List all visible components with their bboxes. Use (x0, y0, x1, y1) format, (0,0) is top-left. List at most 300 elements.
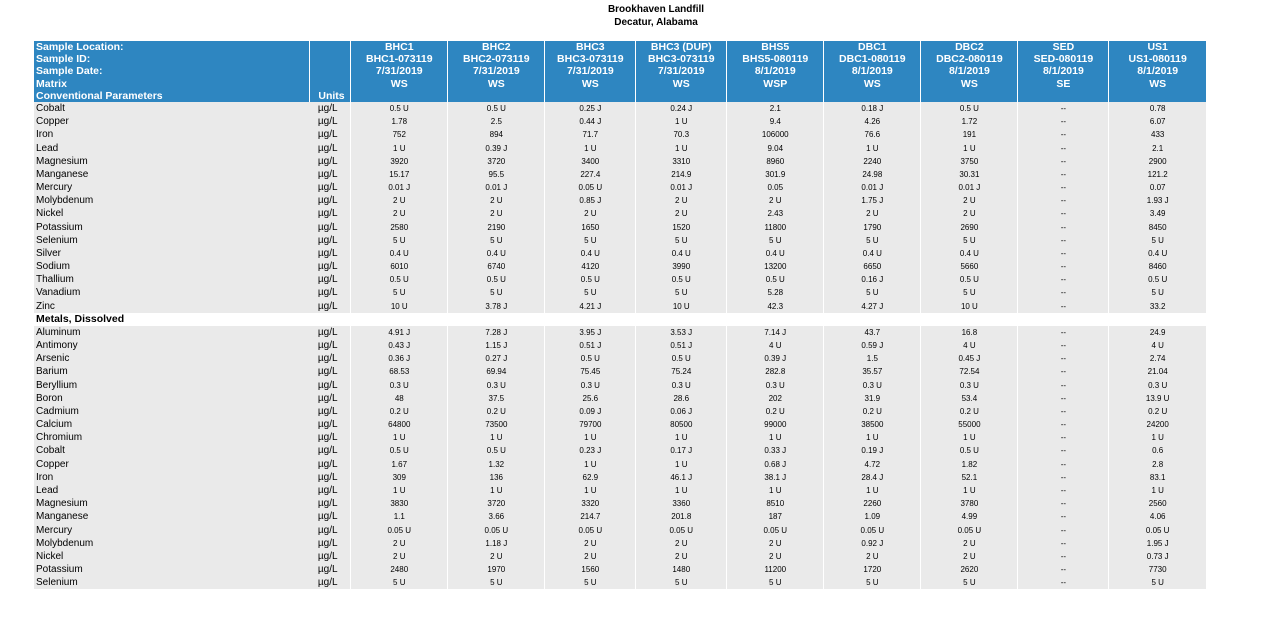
result-cell: 8960 (727, 155, 824, 168)
result-cell: 1.18 J (448, 537, 545, 550)
result-cell: -- (1018, 392, 1109, 405)
result-cell: -- (1018, 326, 1109, 339)
result-cell: 0.06 J (636, 405, 727, 418)
sample-date-cell: 7/31/2019 (636, 65, 727, 77)
result-cell: 1.75 J (824, 194, 921, 207)
result-cell: -- (1018, 115, 1109, 128)
result-cell: 4 U (921, 339, 1018, 352)
result-cell: 1.93 J (1109, 194, 1206, 207)
result-cell: 5 U (351, 576, 448, 589)
result-cell: 0.6 (1109, 444, 1206, 457)
result-cell: 42.3 (727, 300, 824, 313)
result-cell: -- (1018, 260, 1109, 273)
result-cell: -- (1018, 128, 1109, 141)
parameter-name: Molybdenum (34, 194, 310, 207)
table-row (34, 405, 1206, 418)
result-cell: 55000 (921, 418, 1018, 431)
result-cell: 0.5 U (921, 102, 1018, 115)
result-cell: 21.04 (1109, 365, 1206, 378)
parameter-units: µg/L (310, 115, 351, 128)
site-location: Decatur, Alabama (614, 17, 698, 28)
conventional-parameters-row (34, 90, 1206, 102)
result-cell: 5 U (921, 576, 1018, 589)
result-cell: 6.07 (1109, 115, 1206, 128)
result-cell: 0.01 J (636, 181, 727, 194)
sample-location-row (34, 41, 1206, 53)
result-cell: 6010 (351, 260, 448, 273)
result-cell: 0.3 U (351, 379, 448, 392)
result-cell: 2.1 (1109, 141, 1206, 154)
result-cell: 0.05 U (636, 523, 727, 536)
parameter-units: µg/L (310, 128, 351, 141)
result-cell: 0.3 U (921, 379, 1018, 392)
result-cell: -- (1018, 273, 1109, 286)
result-cell: 8450 (1109, 220, 1206, 233)
result-cell: 1970 (448, 563, 545, 576)
result-cell: -- (1018, 168, 1109, 181)
result-cell: 8460 (1109, 260, 1206, 273)
parameter-units: µg/L (310, 352, 351, 365)
result-cell: 2190 (448, 220, 545, 233)
result-cell: 5 U (921, 286, 1018, 299)
result-cell: 0.3 U (636, 379, 727, 392)
sample-date-cell: 8/1/2019 (727, 65, 824, 77)
parameter-units: µg/L (310, 155, 351, 168)
result-cell: 5 U (727, 234, 824, 247)
parameter-name: Lead (34, 141, 310, 154)
result-cell: 11800 (727, 220, 824, 233)
table-row (34, 273, 1206, 286)
sample-matrix-cell: WS (824, 78, 921, 90)
parameter-units: µg/L (310, 458, 351, 471)
result-cell: 0.3 U (824, 379, 921, 392)
result-cell: 2 U (824, 550, 921, 563)
result-cell: 0.01 J (448, 181, 545, 194)
result-cell: 0.01 J (824, 181, 921, 194)
parameter-units: µg/L (310, 471, 351, 484)
result-cell: -- (1018, 141, 1109, 154)
result-cell: 83.1 (1109, 471, 1206, 484)
parameter-units: µg/L (310, 497, 351, 510)
result-cell: 2 U (448, 550, 545, 563)
result-cell: 1 U (636, 431, 727, 444)
parameter-name: Copper (34, 458, 310, 471)
result-cell: 28.4 J (824, 471, 921, 484)
parameter-name: Antimony (34, 339, 310, 352)
result-cell: 2580 (351, 220, 448, 233)
sample-date-cell: 7/31/2019 (545, 65, 636, 77)
parameter-units: µg/L (310, 286, 351, 299)
result-cell: 4.99 (921, 510, 1018, 523)
table-row (34, 392, 1206, 405)
result-cell: 1 U (727, 431, 824, 444)
result-cell: 0.05 (727, 181, 824, 194)
parameter-units: µg/L (310, 273, 351, 286)
result-cell: 0.24 J (636, 102, 727, 115)
result-cell: 2 U (921, 194, 1018, 207)
result-cell: 1 U (921, 484, 1018, 497)
result-cell: 1.95 J (1109, 537, 1206, 550)
parameter-name: Magnesium (34, 155, 310, 168)
result-cell: 3750 (921, 155, 1018, 168)
result-cell: 2 U (824, 207, 921, 220)
table-row (34, 234, 1206, 247)
result-cell: 1 U (921, 141, 1018, 154)
result-cell: -- (1018, 352, 1109, 365)
result-cell: 1790 (824, 220, 921, 233)
result-cell: 0.5 U (448, 273, 545, 286)
result-cell: 309 (351, 471, 448, 484)
result-cell: 0.5 U (1109, 273, 1206, 286)
parameter-name: Manganese (34, 168, 310, 181)
result-cell: 1 U (636, 141, 727, 154)
table-row (34, 141, 1206, 154)
result-cell: 5 U (636, 286, 727, 299)
result-cell: -- (1018, 220, 1109, 233)
parameter-units: µg/L (310, 207, 351, 220)
result-cell: 38500 (824, 418, 921, 431)
result-cell: 136 (448, 471, 545, 484)
result-cell: 214.9 (636, 168, 727, 181)
result-cell: 0.78 (1109, 102, 1206, 115)
result-cell: 7.28 J (448, 326, 545, 339)
parameter-name: Lead (34, 484, 310, 497)
result-cell: 37.5 (448, 392, 545, 405)
result-cell: 3400 (545, 155, 636, 168)
result-cell: 2 U (727, 537, 824, 550)
result-cell: 0.4 U (636, 247, 727, 260)
result-cell: 70.3 (636, 128, 727, 141)
result-cell: 16.8 (921, 326, 1018, 339)
result-cell: -- (1018, 207, 1109, 220)
result-cell: 0.2 U (727, 405, 824, 418)
result-cell: -- (1018, 155, 1109, 168)
result-cell: 5 U (1109, 286, 1206, 299)
result-cell: 0.19 J (824, 444, 921, 457)
result-cell: 0.05 U (545, 181, 636, 194)
result-cell: 0.2 U (448, 405, 545, 418)
result-cell: 2 U (351, 207, 448, 220)
result-cell: 35.57 (824, 365, 921, 378)
sample-location-cell: BHC2 (448, 41, 545, 53)
header-blank-cell (1018, 90, 1109, 102)
sample-location-cell: BHC3 (545, 41, 636, 53)
result-cell: 8510 (727, 497, 824, 510)
parameter-units: µg/L (310, 247, 351, 260)
parameter-name: Aluminum (34, 326, 310, 339)
result-cell: 5 U (636, 234, 727, 247)
result-cell: 0.4 U (545, 247, 636, 260)
result-cell: 1.15 J (448, 339, 545, 352)
parameter-name: Mercury (34, 181, 310, 194)
sample-id-row (34, 53, 1206, 65)
result-cell: 1 U (351, 431, 448, 444)
result-cell: 2690 (921, 220, 1018, 233)
sample-id-cell: DBC2-080119 (921, 53, 1018, 65)
parameter-name: Thallium (34, 273, 310, 286)
result-cell: 1480 (636, 563, 727, 576)
result-cell: 62.9 (545, 471, 636, 484)
sample-location-cell: BHC1 (351, 41, 448, 53)
result-cell: 80500 (636, 418, 727, 431)
table-row (34, 260, 1206, 273)
parameter-units: µg/L (310, 234, 351, 247)
result-cell: 0.2 U (351, 405, 448, 418)
parameter-units: µg/L (310, 102, 351, 115)
result-cell: 30.31 (921, 168, 1018, 181)
result-cell: -- (1018, 484, 1109, 497)
section-heading: Metals, Dissolved (34, 313, 1206, 326)
result-cell: 1560 (545, 563, 636, 576)
result-cell: 0.01 J (921, 181, 1018, 194)
result-cell: 4 U (1109, 339, 1206, 352)
sample-location-cell: BHS5 (727, 41, 824, 53)
result-cell: 0.51 J (545, 339, 636, 352)
result-cell: 0.07 (1109, 181, 1206, 194)
result-cell: 75.24 (636, 365, 727, 378)
result-cell: 79700 (545, 418, 636, 431)
result-cell: -- (1018, 523, 1109, 536)
result-cell: 0.05 U (448, 523, 545, 536)
result-cell: 5 U (727, 576, 824, 589)
result-cell: 0.5 U (921, 444, 1018, 457)
result-cell: 0.5 U (351, 102, 448, 115)
table-row (34, 379, 1206, 392)
result-cell: 0.68 J (727, 458, 824, 471)
result-cell: 0.27 J (448, 352, 545, 365)
table-row (34, 510, 1206, 523)
result-cell: 72.54 (921, 365, 1018, 378)
result-cell: 187 (727, 510, 824, 523)
result-cell: 0.39 J (448, 141, 545, 154)
result-cell: 2 U (351, 194, 448, 207)
result-cell: 53.4 (921, 392, 1018, 405)
result-cell: 2480 (351, 563, 448, 576)
sample-matrix-cell: WS (351, 78, 448, 90)
result-cell: 0.39 J (727, 352, 824, 365)
result-cell: -- (1018, 537, 1109, 550)
result-cell: 1.78 (351, 115, 448, 128)
table-row (34, 168, 1206, 181)
table-row (34, 207, 1206, 220)
parameter-units: µg/L (310, 379, 351, 392)
parameter-units: µg/L (310, 484, 351, 497)
parameter-units: µg/L (310, 168, 351, 181)
result-cell: 2 U (448, 207, 545, 220)
table-row (34, 220, 1206, 233)
result-cell: 9.04 (727, 141, 824, 154)
sample-id-cell: BHS5-080119 (727, 53, 824, 65)
table-row (34, 444, 1206, 457)
parameter-name: Chromium (34, 431, 310, 444)
result-cell: -- (1018, 510, 1109, 523)
parameter-name: Magnesium (34, 497, 310, 510)
result-cell: 7.14 J (727, 326, 824, 339)
result-cell: 2560 (1109, 497, 1206, 510)
parameter-name: Cadmium (34, 405, 310, 418)
result-cell: 11200 (727, 563, 824, 576)
table-row (34, 497, 1206, 510)
result-cell: 5.28 (727, 286, 824, 299)
result-cell: 64800 (351, 418, 448, 431)
result-cell: 3320 (545, 497, 636, 510)
header-blank-cell (448, 90, 545, 102)
parameter-units: µg/L (310, 194, 351, 207)
result-cell: 1 U (351, 141, 448, 154)
parameter-name: Zinc (34, 300, 310, 313)
result-cell: 43.7 (824, 326, 921, 339)
result-cell: 15.17 (351, 168, 448, 181)
result-cell: 0.5 U (448, 444, 545, 457)
result-cell: 282.8 (727, 365, 824, 378)
result-cell: 3.53 J (636, 326, 727, 339)
header-blank-cell (824, 90, 921, 102)
result-cell: 0.3 U (545, 379, 636, 392)
report-title-block (0, 3, 1280, 29)
header-row-label: Conventional Parameters (34, 90, 310, 102)
parameter-name: Boron (34, 392, 310, 405)
parameter-name: Copper (34, 115, 310, 128)
result-cell: 1.09 (824, 510, 921, 523)
result-cell: 3310 (636, 155, 727, 168)
result-cell: 1 U (545, 458, 636, 471)
parameter-units: µg/L (310, 563, 351, 576)
result-cell: -- (1018, 102, 1109, 115)
result-cell: 894 (448, 128, 545, 141)
result-cell: -- (1018, 458, 1109, 471)
result-cell: 24.98 (824, 168, 921, 181)
result-cell: 2 U (351, 537, 448, 550)
parameter-units: µg/L (310, 339, 351, 352)
header-row-label: Matrix (34, 78, 310, 90)
result-cell: -- (1018, 576, 1109, 589)
result-cell: 3830 (351, 497, 448, 510)
result-cell: 5 U (448, 234, 545, 247)
parameter-name: Cobalt (34, 102, 310, 115)
result-cell: 0.43 J (351, 339, 448, 352)
table-row (34, 484, 1206, 497)
matrix-row (34, 78, 1206, 90)
result-cell: 0.5 U (727, 273, 824, 286)
result-cell: -- (1018, 405, 1109, 418)
parameter-name: Iron (34, 471, 310, 484)
result-cell: 1.1 (351, 510, 448, 523)
result-cell: 4.26 (824, 115, 921, 128)
result-cell: 5 U (448, 576, 545, 589)
sample-date-cell: 8/1/2019 (1018, 65, 1109, 77)
result-cell: 1 U (545, 431, 636, 444)
result-cell: 5 U (1109, 234, 1206, 247)
result-cell: 31.9 (824, 392, 921, 405)
result-cell: 7730 (1109, 563, 1206, 576)
parameter-units: µg/L (310, 550, 351, 563)
result-cell: 10 U (636, 300, 727, 313)
result-cell: 2900 (1109, 155, 1206, 168)
result-cell: 0.18 J (824, 102, 921, 115)
sample-date-row (34, 65, 1206, 77)
table-row (34, 300, 1206, 313)
header-row-label: Sample Location: (34, 41, 310, 53)
result-cell: 0.92 J (824, 537, 921, 550)
sample-matrix-cell: WS (636, 78, 727, 90)
result-cell: 1 U (351, 484, 448, 497)
section-row (34, 313, 1206, 326)
units-header-blank (310, 53, 351, 65)
table-row (34, 247, 1206, 260)
result-cell: 9.4 (727, 115, 824, 128)
result-cell: 76.6 (824, 128, 921, 141)
result-cell: 2 U (636, 550, 727, 563)
result-cell: 38.1 J (727, 471, 824, 484)
parameter-units: µg/L (310, 141, 351, 154)
result-cell: 191 (921, 128, 1018, 141)
result-cell: 2 U (636, 207, 727, 220)
parameter-name: Potassium (34, 563, 310, 576)
result-cell: 0.5 U (448, 102, 545, 115)
table-body (34, 102, 1206, 589)
result-cell: 0.85 J (545, 194, 636, 207)
result-cell: 5660 (921, 260, 1018, 273)
header-blank-cell (921, 90, 1018, 102)
parameter-units: µg/L (310, 576, 351, 589)
result-cell: 2.8 (1109, 458, 1206, 471)
result-cell: 0.05 U (1109, 523, 1206, 536)
result-cell: 0.33 J (727, 444, 824, 457)
sample-location-cell: US1 (1109, 41, 1206, 53)
result-cell: 6650 (824, 260, 921, 273)
parameter-name: Cobalt (34, 444, 310, 457)
result-cell: 0.59 J (824, 339, 921, 352)
result-cell: 2260 (824, 497, 921, 510)
result-cell: 5 U (824, 576, 921, 589)
sample-location-cell: SED (1018, 41, 1109, 53)
result-cell: 33.2 (1109, 300, 1206, 313)
parameter-name: Selenium (34, 234, 310, 247)
table-row (34, 537, 1206, 550)
result-cell: 0.3 U (1109, 379, 1206, 392)
sample-matrix-cell: SE (1018, 78, 1109, 90)
sample-date-cell: 8/1/2019 (921, 65, 1018, 77)
result-cell: 24.9 (1109, 326, 1206, 339)
result-cell: 46.1 J (636, 471, 727, 484)
parameter-name: Beryllium (34, 379, 310, 392)
table-row (34, 365, 1206, 378)
sample-id-cell: BHC1-073119 (351, 53, 448, 65)
result-cell: 0.4 U (921, 247, 1018, 260)
result-cell: 0.4 U (727, 247, 824, 260)
units-header-blank (310, 41, 351, 53)
table-row (34, 181, 1206, 194)
result-cell: 0.4 U (448, 247, 545, 260)
result-cell: 4 U (727, 339, 824, 352)
table-row (34, 458, 1206, 471)
result-cell: -- (1018, 550, 1109, 563)
parameter-units: µg/L (310, 405, 351, 418)
result-cell: 1 U (636, 115, 727, 128)
result-cell: 2 U (545, 207, 636, 220)
result-cell: 2 U (921, 207, 1018, 220)
result-cell: 0.4 U (351, 247, 448, 260)
result-cell: 2.1 (727, 102, 824, 115)
parameter-name: Calcium (34, 418, 310, 431)
result-cell: 0.44 J (545, 115, 636, 128)
result-cell: 106000 (727, 128, 824, 141)
table-row (34, 523, 1206, 536)
sample-id-cell: US1-080119 (1109, 53, 1206, 65)
result-cell: 0.73 J (1109, 550, 1206, 563)
table-row (34, 576, 1206, 589)
result-cell: -- (1018, 418, 1109, 431)
